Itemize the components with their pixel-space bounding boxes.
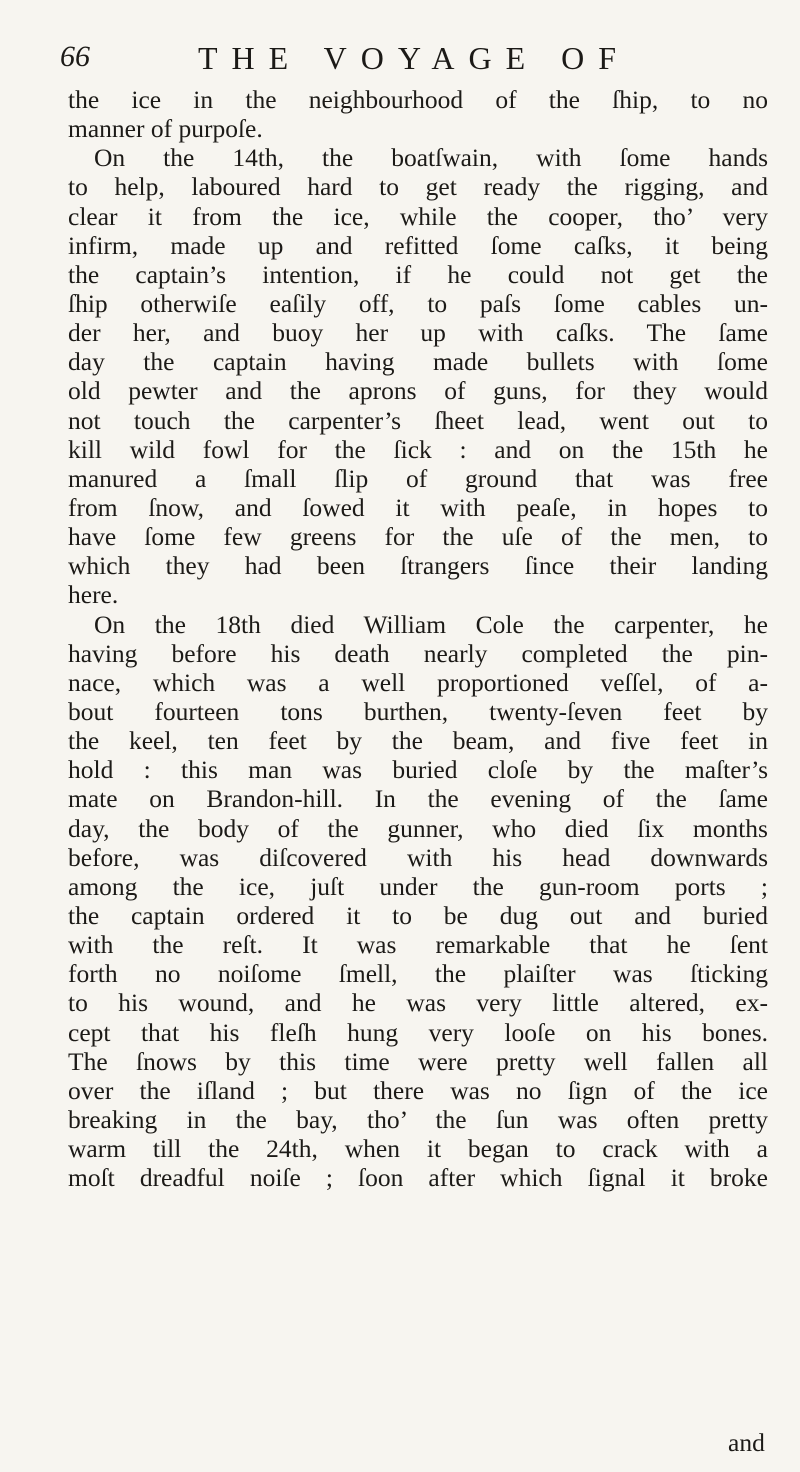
text-line: day the captain having made bullets with ſome [68,347,768,377]
text-line: to help, laboured hard to get ready the rigging, and [68,172,768,202]
text-line: before, was diſcovered with his head downwards [68,842,768,872]
text-line: mate on Brandon-hill. In the evening of the ſame [68,784,768,814]
text-line: over the iſland ; but there was no ſign of the ice [68,1075,768,1105]
text-line: moſt dreadful noiſe ; ſoon after which ſignal it broke [68,1163,768,1193]
text-line: cept that his fleſh hung very looſe on his bones. [68,1017,768,1047]
body-text [68,85,768,1192]
text-line: the captain ordered it to be dug out and buried [68,900,768,930]
text-line: from ſnow, and ſowed it with peaſe, in hopes to [68,492,768,522]
text-line: nace, which was a well proportioned veſſel, of a- [68,667,768,697]
text-line: among the ice, juſt under the gun-room ports ; [68,871,768,901]
text-line: manured a ſmall ſlip of ground that was free [68,463,768,493]
text-line: old pewter and the aprons of guns, for they would [68,376,768,406]
text-line: breaking in the bay, tho’ the ſun was often pretty [68,1104,768,1134]
page-number: 66 [60,40,90,73]
text-line: forth no noiſome ſmell, the plaiſter was ſticking [68,959,768,989]
text-line: On the 18th died William Cole the carpenter, he [94,609,768,639]
text-line: warm till the 24th, when it began to crack with a [68,1134,768,1164]
text-line: kill wild fowl for the ſick : and on the 15th he [68,434,768,464]
text-line: the keel, ten feet by the beam, and five feet in [68,726,768,756]
text-line: The ſnows by this time were pretty well fallen all [68,1046,768,1076]
text-line: day, the body of the gunner, who died ſix months [68,813,768,843]
catchword: and [728,1428,765,1457]
text-line: bout fourteen tons burthen, twenty-ſeven feet by [68,696,768,726]
text-line: here. [68,580,119,610]
text-line: the ice in the neighbourhood of the ſhip, to no [68,85,768,114]
text-line: the captain’s intention, if he could not get the [68,259,768,289]
text-line: ſhip otherwiſe eaſily off, to paſs ſome cables un- [68,288,768,318]
text-line: On the 14th, the boatſwain, with ſome hands [94,143,768,173]
text-line: have ſome few greens for the uſe of the men, to [68,522,768,552]
text-line: which they had been ſtrangers ſince their landing [68,551,768,581]
text-line: having before his death nearly completed the pin- [68,638,768,668]
text-line: with the reſt. It was remarkable that he ſent [68,930,768,960]
text-line: not touch the carpenter’s ſheet lead, went out to [68,405,768,435]
text-line: clear it from the ice, while the cooper, tho’ very [68,201,768,231]
text-line: manner of purpoſe. [68,114,263,144]
text-line: to his wound, and he was very little altered, ex- [68,988,768,1018]
running-title: THE VOYAGE OF [198,40,631,76]
text-line: der her, and buoy her up with caſks. The ſame [68,318,768,348]
running-head [60,40,700,88]
text-line: infirm, made up and refitted ſome caſks, it being [68,230,768,260]
text-line: hold : this man was buried cloſe by the maſter’s [68,755,768,785]
